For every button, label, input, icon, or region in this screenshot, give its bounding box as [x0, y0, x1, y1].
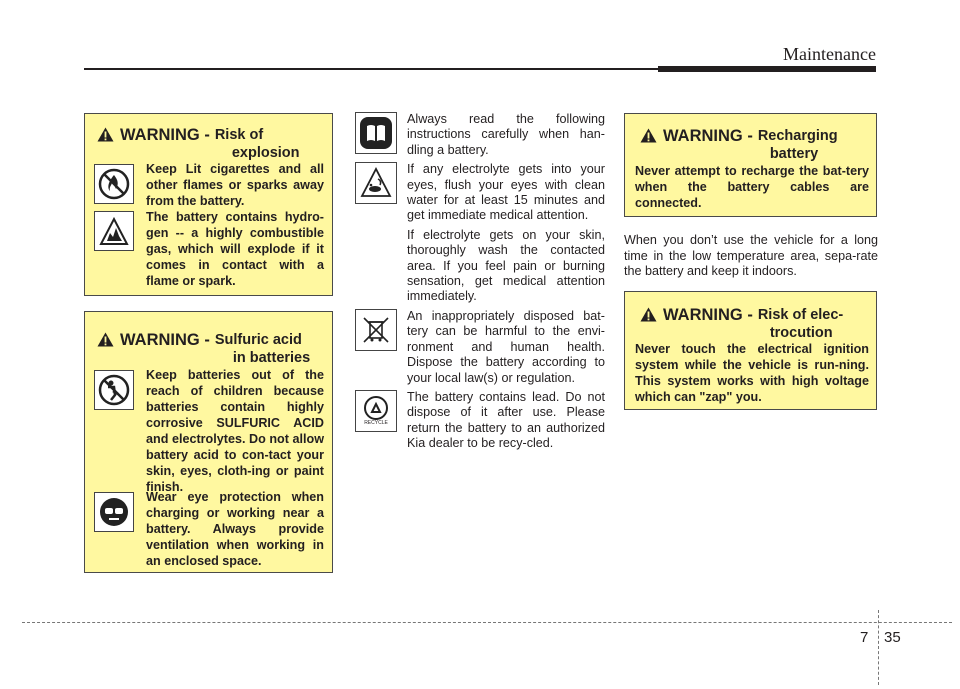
instruction-item	[355, 162, 605, 224]
eye-wash-icon	[355, 162, 397, 204]
warning-electrocution-heading	[640, 306, 843, 342]
warning-recharging-heading	[640, 127, 838, 163]
instruction-item	[355, 390, 605, 452]
warning-label: WARNING -	[663, 306, 753, 324]
no-trash-bin-icon	[355, 309, 397, 351]
instruction-text: Always read the following instructions carefully when han-dling a battery.	[407, 112, 605, 157]
warning-explosion-item-2	[94, 211, 134, 251]
warning-electrocution-box	[624, 291, 877, 410]
warning-subject-cont: explosion	[231, 145, 300, 161]
instruction-text: If electrolyte gets on your skin, thoroughly wash the contacted area. If you feel pain or burning sensation, get medical attention immediately.	[407, 227, 605, 304]
warning-acid-text-2: Wear eye protection when charging or working near a battery. Always provide ventilation when working in an enclosed space.	[146, 490, 324, 568]
warning-subject: Risk of elec-	[757, 307, 844, 323]
manual-book-icon	[355, 112, 397, 154]
warning-subject-cont: trocution	[769, 325, 833, 341]
warning-acid-item-2	[94, 492, 134, 532]
section-title: Maintenance	[783, 44, 876, 64]
warning-recharging-box	[624, 113, 877, 217]
warning-explosion-text-1: Keep Lit cigarettes and all other flames or sparks away from the battery.	[146, 162, 324, 208]
warning-acid-heading	[97, 331, 310, 367]
warning-explosion-item-1	[94, 164, 134, 204]
warning-subject-cont: in batteries	[232, 350, 311, 366]
recycle-label: RECYCLE	[364, 420, 388, 427]
keep-away-children-icon	[94, 370, 134, 410]
recycle-icon	[355, 390, 397, 432]
instruction-item	[355, 228, 605, 305]
warning-label: WARNING -	[120, 126, 210, 144]
chapter-number: 7	[860, 629, 869, 646]
instruction-item	[355, 112, 605, 158]
warning-acid-box	[84, 311, 333, 573]
footer-divider	[878, 610, 879, 685]
warning-triangle-icon	[640, 307, 657, 322]
instructions-column	[355, 112, 605, 456]
warning-triangle-icon	[97, 127, 114, 142]
warning-subject: Risk of	[214, 127, 264, 143]
explosion-icon	[94, 211, 134, 251]
page-number: 35	[884, 629, 901, 646]
warning-label: WARNING -	[120, 331, 210, 349]
footer-rule	[22, 622, 952, 623]
warning-subject: Sulfuric acid	[214, 332, 302, 348]
warning-acid-item-1	[94, 370, 134, 410]
warning-acid-text-1: Keep batteries out of the reach of children because batteries contain highly corrosive SULFURIC ACID and electrolytes. Do not allow battery acid to con-tact your skin, eyes, cloth-ing or paint finish.	[146, 368, 324, 494]
warning-electrocution-text: Never touch the electrical ignition system while the vehicle is run-ning. This system works with high voltage which can "zap" you.	[635, 342, 869, 404]
warning-subject-cont: battery	[769, 146, 819, 162]
warning-triangle-icon	[97, 332, 114, 347]
warning-label: WARNING -	[663, 127, 753, 145]
warning-recharging-text: Never attempt to recharge the bat-tery when the battery cables are connected.	[635, 164, 869, 210]
eye-protection-icon	[94, 492, 134, 532]
instruction-text: An inappropriately disposed bat-tery can be harmful to the envi-ronment and human health. Dispose the battery according to your local law(s) or regulation.	[407, 308, 605, 385]
warning-triangle-icon	[640, 128, 657, 143]
header-rule-accent	[658, 66, 876, 72]
warning-explosion-heading	[97, 126, 300, 162]
instruction-text: If any electrolyte gets into your eyes, flush your eyes with clean water for at least 15 minutes and get immediate medical attention.	[407, 162, 605, 223]
instruction-item	[355, 309, 605, 386]
warning-explosion-box	[84, 113, 333, 296]
no-flame-icon	[94, 164, 134, 204]
warning-subject: Recharging	[757, 128, 838, 144]
warning-explosion-text-2: The battery contains hydro-gen -- a highly combustible gas, which will explode if it comes in contact with a flame or spark.	[146, 210, 324, 288]
instruction-text: The battery contains lead. Do not dispose of it after use. Please return the battery to an authorized Kia dealer to be recy-cled.	[407, 389, 605, 451]
storage-note: When you don’t use the vehicle for a long time in the low temperature area, sepa-rate the battery and keep it indoors.	[624, 233, 878, 279]
